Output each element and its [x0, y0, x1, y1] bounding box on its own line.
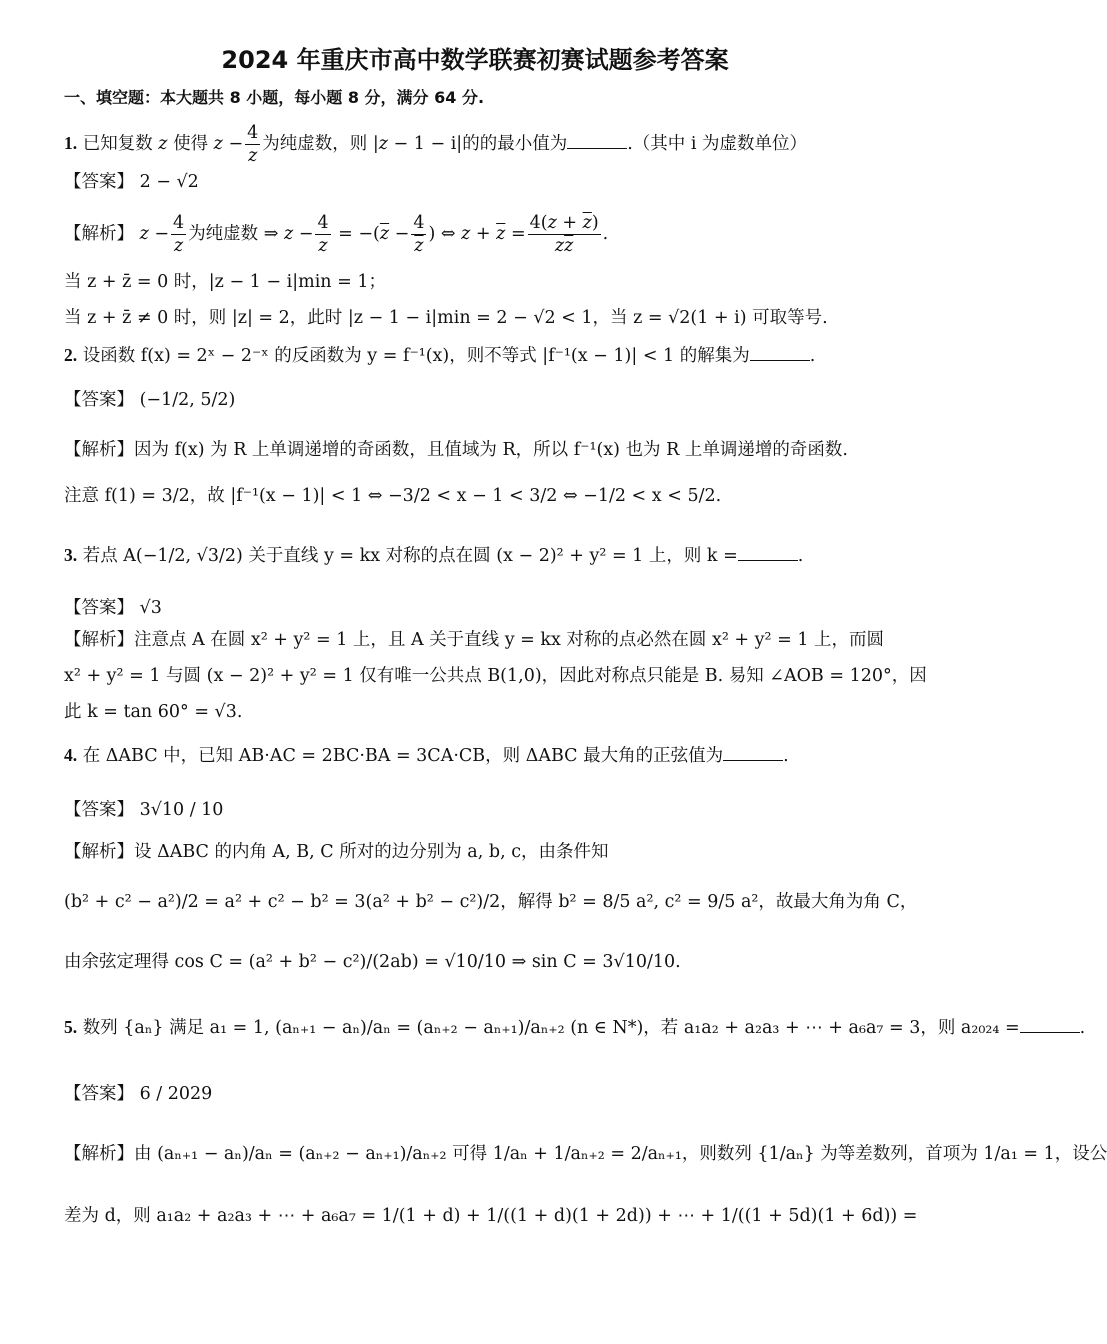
- q1-line3: 当 z + z̄ ≠ 0 时，则 |z| = 2，此时 |z − 1 − i|min = 2 − √2 < 1，当 z = √2(1 + i) 可取等号.: [64, 308, 828, 328]
- q2-analysis: 【解析】因为 f(x) 为 R 上单调递增的奇函数，且值域为 R，所以 f⁻¹(x) 也为 R 上单调递增的奇函数.: [64, 440, 848, 460]
- question-1: 1. 已知复数 z 使得 z − $\frac{4}{z}$ 为纯虚数，则 |z − 1 − i|的的最小值为 .（其中 i 为虚数单位）: [64, 123, 807, 166]
- q1-line2: 当 z + z̄ = 0 时，|z − 1 − i|min = 1；: [64, 272, 386, 292]
- q5-line2: 差为 d，则 a₁a₂ + a₂a₃ + ⋯ + a₆a₇ = 1/(1 + d) + 1/((1 + d)(1 + 2d)) + ⋯ + 1/((1 + 5d)(1 + 6d)) =: [64, 1206, 918, 1226]
- question-4: 4. 在 ΔABC 中，已知 AB·AC = 2BC·BA = 3CA·CB，则 ΔABC 最大角的正弦值为 .: [64, 742, 789, 768]
- q3-line2: x² + y² = 1 与圆 (x − 2)² + y² = 1 仅有唯一公共点 B(1,0)，因此对称点只能是 B. 易知 ∠AOB = 120°，因: [64, 666, 927, 686]
- q1-analysis: 【解析】 z − $\frac{4}{z}$ 为纯虚数 ⇒ z − $\frac{4}{z}$ = $-(\overline{z}$ − $\frac{4}{z}$ ) ⇔ $z + \overline{z}$ = $\frac{4(z + \overline{z})}{z\overline{z}}$ .: [64, 213, 609, 256]
- q4-analysis: 【解析】设 ΔABC 的内角 A, B, C 所对的边分别为 a, b, c，由条件知: [64, 842, 609, 862]
- q2-answer: 【答案】 (−1/2, 5/2): [64, 390, 236, 410]
- question-3: 3. 若点 A(−1/2, √3/2) 关于直线 y = kx 对称的点在圆 (x − 2)² + y² = 1 上，则 k = .: [64, 542, 803, 568]
- section-heading: 一、填空题：本大题共 8 小题，每小题 8 分，满分 64 分.: [64, 88, 485, 107]
- question-2: 2. 设函数 f(x) = 2ˣ − 2⁻ˣ 的反函数为 y = f⁻¹(x)，则不等式 |f⁻¹(x − 1)| < 1 的解集为 .: [64, 342, 815, 368]
- q3-line3: 此 k = tan 60° = √3.: [64, 702, 243, 722]
- q3-analysis: 【解析】注意点 A 在圆 x² + y² = 1 上，且 A 关于直线 y = kx 对称的点必然在圆 x² + y² = 1 上，而圆: [64, 630, 885, 650]
- q5-answer: 【答案】 6 / 2029: [64, 1084, 213, 1104]
- page-title: 2024 年重庆市高中数学联赛初赛试题参考答案: [221, 46, 729, 74]
- q4-answer: 【答案】 3√10 / 10: [64, 800, 224, 820]
- q4-line3: 由余弦定理得 cos C = (a² + b² − c²)/(2ab) = √10/10 ⇒ sin C = 3√10/10.: [64, 952, 681, 972]
- q4-line2: (b² + c² − a²)/2 = a² + c² − b² = 3(a² + b² − c²)/2，解得 b² = 8/5 a², c² = 9/5 a²，故最大角为角 C，: [64, 892, 918, 912]
- q3-answer: 【答案】 √3: [64, 598, 162, 618]
- q5-analysis: 【解析】由 (aₙ₊₁ − aₙ)/aₙ = (aₙ₊₂ − aₙ₊₁)/aₙ₊₂ 可得 1/aₙ + 1/aₙ₊₂ = 2/aₙ₊₁，则数列 {1/aₙ} 为等差数列，首项为 1/a₁ = 1，设公: [64, 1144, 1107, 1164]
- q1-answer: 【答案】 2 − √2: [64, 172, 199, 192]
- q2-line2: 注意 f(1) = 3/2，故 |f⁻¹(x − 1)| < 1 ⇔ −3/2 < x − 1 < 3/2 ⇔ −1/2 < x < 5/2.: [64, 486, 722, 506]
- question-5: 5. 数列 {aₙ} 满足 a₁ = 1, (aₙ₊₁ − aₙ)/aₙ = (aₙ₊₂ − aₙ₊₁)/aₙ₊₂ (n ∈ N*)，若 a₁a₂ + a₂a₃ + ⋯ + a₆a₇ = 3，则 a₂₀₂₄ = .: [64, 1014, 1085, 1040]
